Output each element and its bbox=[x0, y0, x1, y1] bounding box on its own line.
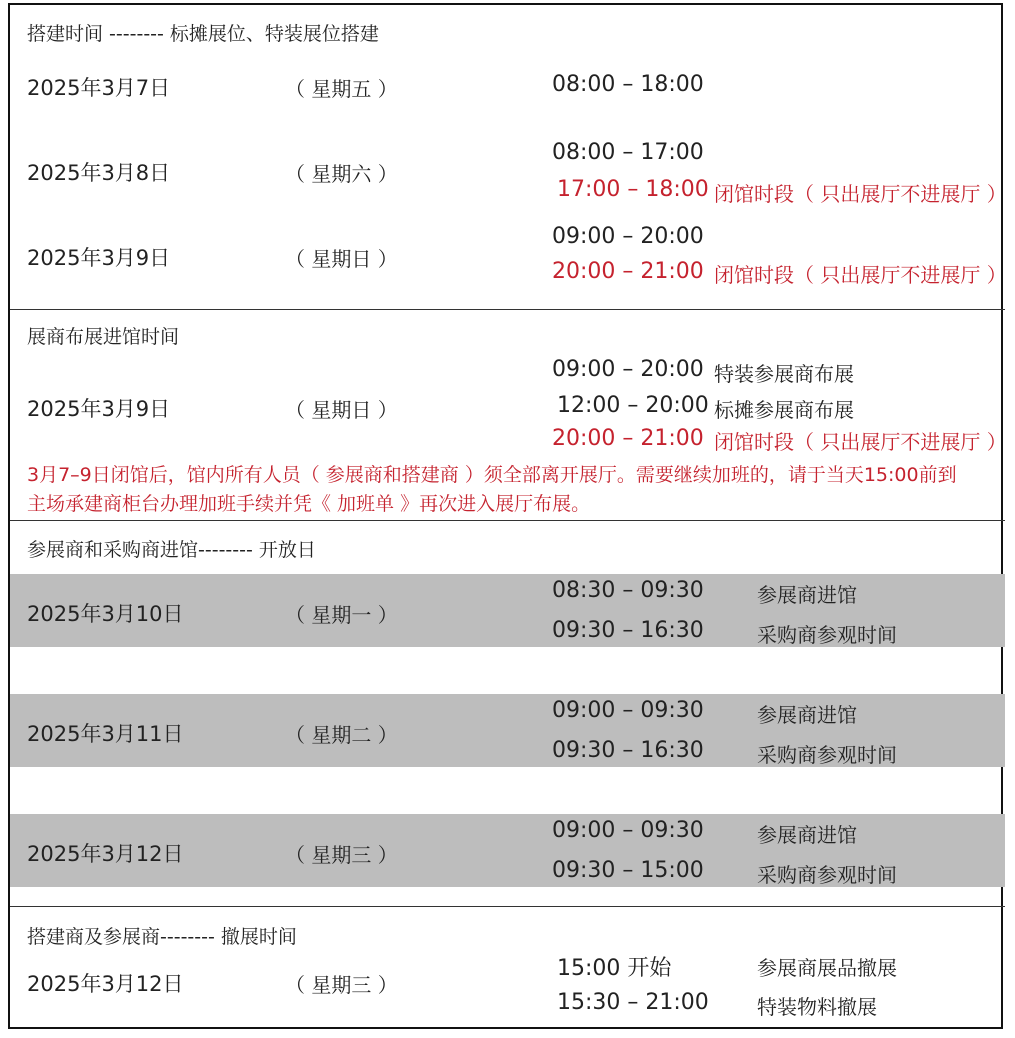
open-day-label-3b: 采购商参观时间 bbox=[757, 863, 897, 887]
exhibitor-slot-time-3: 20:00 – 21:00 bbox=[552, 426, 704, 451]
open-day-time-3b: 09:30 – 15:00 bbox=[552, 858, 704, 883]
teardown-label-1: 参展商展品撤展 bbox=[757, 956, 897, 980]
exhibitor-slot-label-2: 标摊参展商布展 bbox=[714, 398, 854, 422]
exhibitor-setup-title: 展商布展进馆时间 bbox=[27, 326, 180, 348]
open-day-label-2a: 参展商进馆 bbox=[757, 703, 857, 727]
open-day-label-1b: 采购商参观时间 bbox=[757, 623, 897, 647]
open-day-date-3: 2025年3月12日 bbox=[27, 842, 184, 866]
setup-date-3: 2025年3月9日 bbox=[27, 246, 171, 270]
open-days-title: 参展商和采购商进馆-------- 开放日 bbox=[27, 539, 316, 561]
exhibitor-slot-time-1: 09:00 – 20:00 bbox=[552, 357, 704, 382]
teardown-time-1: 15:00 开始 bbox=[557, 956, 672, 981]
open-day-time-2a: 09:00 – 09:30 bbox=[552, 698, 704, 723]
teardown-title: 搭建商及参展商-------- 撤展时间 bbox=[27, 926, 297, 948]
setup-time-3b: 20:00 – 21:00 bbox=[552, 259, 704, 284]
teardown-date: 2025年3月12日 bbox=[27, 972, 184, 996]
open-day-weekday-2: （ 星期二 ） bbox=[285, 723, 398, 747]
exhibitor-setup-weekday: （ 星期日 ） bbox=[285, 398, 398, 422]
open-day-label-3a: 参展商进馆 bbox=[757, 823, 857, 847]
setup-closed-note-2: 闭馆时段（ 只出展厅不进展厅 ） bbox=[714, 182, 1007, 206]
setup-weekday-1: （ 星期五 ） bbox=[285, 77, 398, 101]
setup-time-3a: 09:00 – 20:00 bbox=[552, 224, 704, 249]
setup-date-2: 2025年3月8日 bbox=[27, 161, 171, 185]
open-day-time-2b: 09:30 – 16:30 bbox=[552, 738, 704, 763]
setup-date-1: 2025年3月7日 bbox=[27, 76, 171, 100]
setup-weekday-2: （ 星期六 ） bbox=[285, 162, 398, 186]
open-day-date-1: 2025年3月10日 bbox=[27, 602, 184, 626]
open-day-time-1a: 08:30 – 09:30 bbox=[552, 578, 704, 603]
setup-time-2a: 08:00 – 17:00 bbox=[552, 140, 704, 165]
section-divider-3 bbox=[10, 906, 1005, 907]
teardown-label-2: 特装物料撤展 bbox=[757, 995, 877, 1019]
exhibitor-slot-label-3: 闭馆时段（ 只出展厅不进展厅 ） bbox=[714, 430, 1007, 454]
open-day-weekday-3: （ 星期三 ） bbox=[285, 843, 398, 867]
setup-closed-note-3: 闭馆时段（ 只出展厅不进展厅 ） bbox=[714, 263, 1007, 287]
open-day-date-2: 2025年3月11日 bbox=[27, 722, 184, 746]
section-divider-1 bbox=[10, 309, 1005, 310]
exhibitor-setup-date: 2025年3月9日 bbox=[27, 397, 171, 421]
teardown-time-2: 15:30 – 21:00 bbox=[557, 990, 709, 1015]
overtime-notice-line-1: 3月7–9日闭馆后，馆内所有人员（ 参展商和搭建商 ）须全部离开展厅。需要继续加班的，请于当天15:00前到 bbox=[27, 464, 957, 486]
exhibitor-slot-label-1: 特装参展商布展 bbox=[714, 362, 854, 386]
setup-time-1: 08:00 – 18:00 bbox=[552, 72, 704, 97]
open-day-label-2b: 采购商参观时间 bbox=[757, 743, 897, 767]
open-day-label-1a: 参展商进馆 bbox=[757, 583, 857, 607]
section-divider-2 bbox=[10, 520, 1005, 521]
overtime-notice-line-2: 主场承建商柜台办理加班手续并凭《 加班单 》再次进入展厅布展。 bbox=[27, 493, 591, 515]
exhibitor-slot-time-2: 12:00 – 20:00 bbox=[557, 393, 709, 418]
open-day-time-1b: 09:30 – 16:30 bbox=[552, 618, 704, 643]
open-day-weekday-1: （ 星期一 ） bbox=[285, 603, 398, 627]
setup-weekday-3: （ 星期日 ） bbox=[285, 247, 398, 271]
teardown-weekday: （ 星期三 ） bbox=[285, 973, 398, 997]
setup-title: 搭建时间 -------- 标摊展位、特装展位搭建 bbox=[27, 23, 379, 45]
open-day-time-3a: 09:00 – 09:30 bbox=[552, 818, 704, 843]
setup-time-2b: 17:00 – 18:00 bbox=[557, 177, 709, 202]
